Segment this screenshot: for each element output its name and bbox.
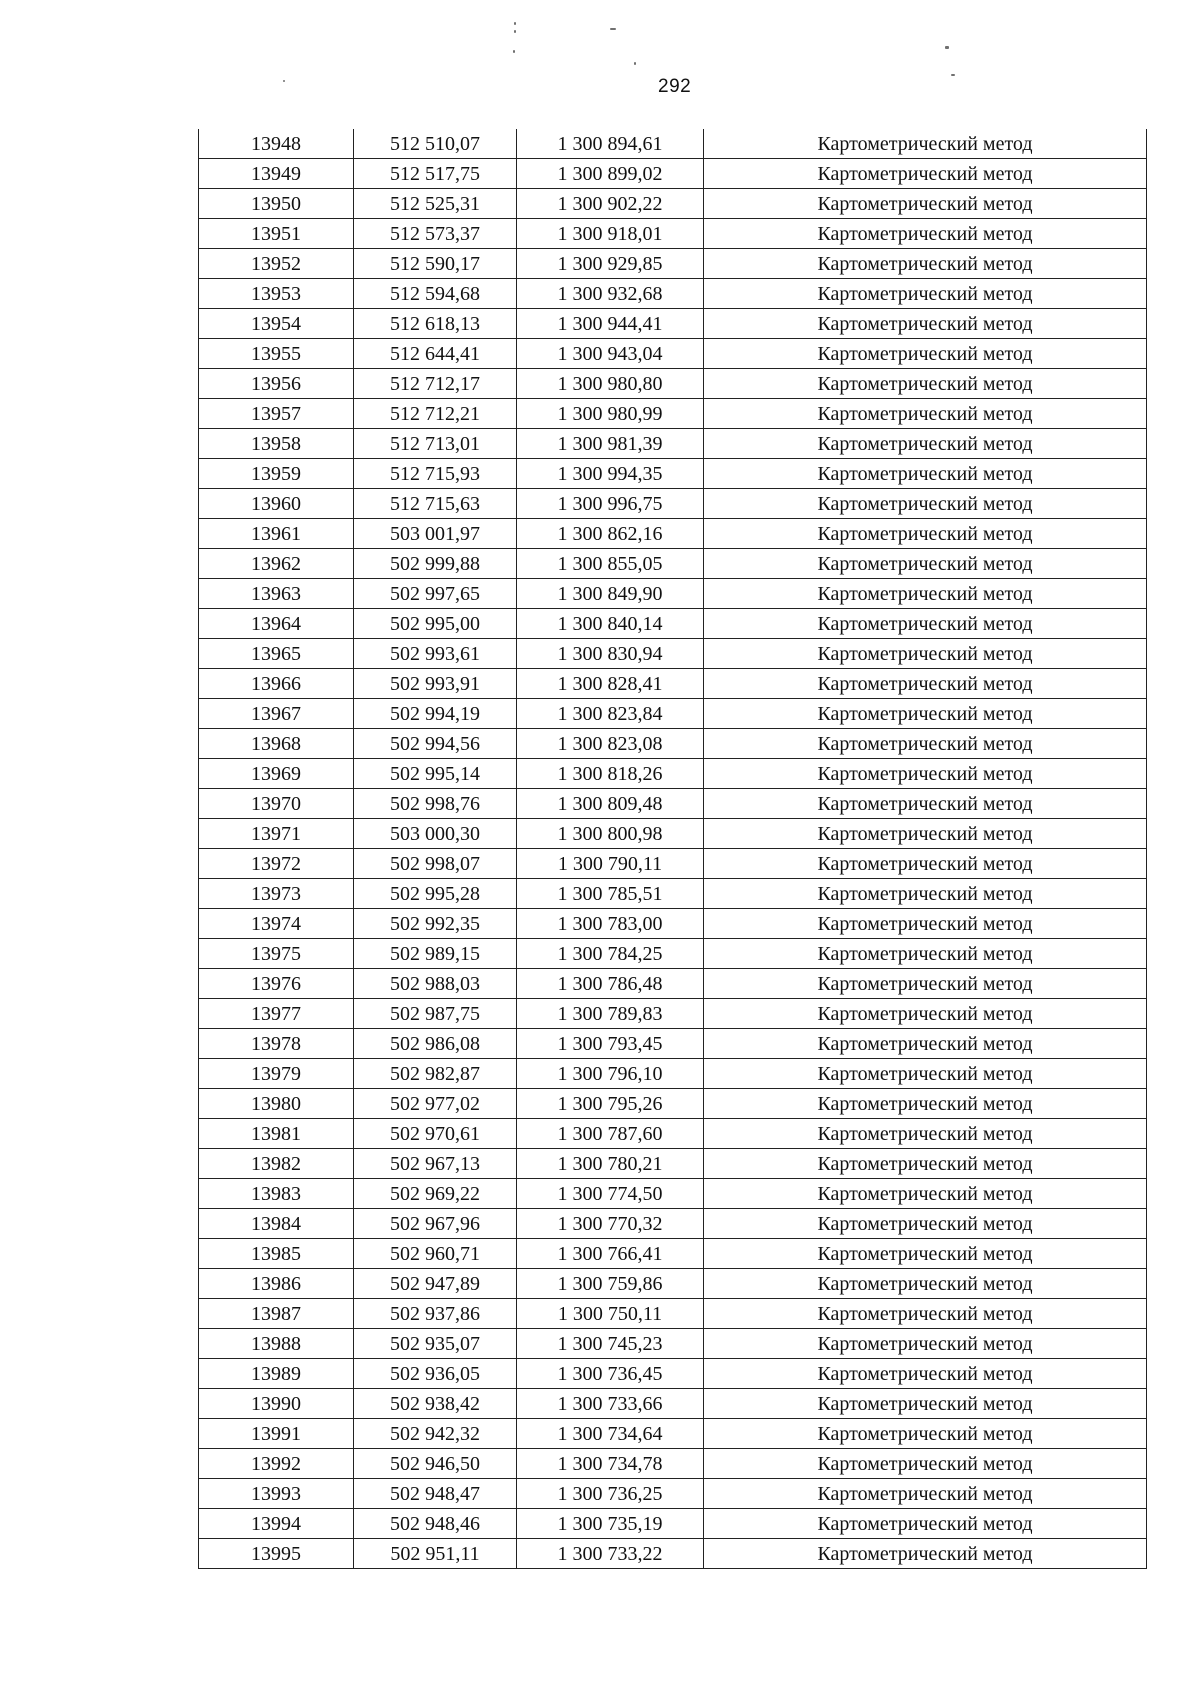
y-coordinate-cell: 1 300 770,32 xyxy=(517,1209,704,1239)
x-coordinate-cell: 502 986,08 xyxy=(354,1029,517,1059)
point-number-cell: 13972 xyxy=(199,849,354,879)
y-coordinate-cell: 1 300 780,21 xyxy=(517,1149,704,1179)
table-row xyxy=(199,1389,1147,1419)
method-cell: Картометрический метод xyxy=(704,999,1147,1029)
y-coordinate-cell: 1 300 980,99 xyxy=(517,399,704,429)
point-number-cell: 13960 xyxy=(199,489,354,519)
table-row xyxy=(199,879,1147,909)
point-number-cell: 13991 xyxy=(199,1419,354,1449)
point-number-cell: 13954 xyxy=(199,309,354,339)
y-coordinate-cell: 1 300 736,45 xyxy=(517,1359,704,1389)
y-coordinate-cell: 1 300 795,26 xyxy=(517,1089,704,1119)
y-coordinate-cell: 1 300 902,22 xyxy=(517,189,704,219)
table-row xyxy=(199,459,1147,489)
x-coordinate-cell: 502 998,76 xyxy=(354,789,517,819)
x-coordinate-cell: 502 994,19 xyxy=(354,699,517,729)
x-coordinate-cell: 503 000,30 xyxy=(354,819,517,849)
point-number-cell: 13958 xyxy=(199,429,354,459)
table-row xyxy=(199,1299,1147,1329)
method-cell: Картометрический метод xyxy=(704,219,1147,249)
x-coordinate-cell: 502 982,87 xyxy=(354,1059,517,1089)
table-row xyxy=(199,699,1147,729)
table-row xyxy=(199,1539,1147,1569)
method-cell: Картометрический метод xyxy=(704,339,1147,369)
method-cell: Картометрический метод xyxy=(704,1119,1147,1149)
x-coordinate-cell: 502 994,56 xyxy=(354,729,517,759)
table-row xyxy=(199,1239,1147,1269)
x-coordinate-cell: 502 938,42 xyxy=(354,1389,517,1419)
point-number-cell: 13977 xyxy=(199,999,354,1029)
point-number-cell: 13971 xyxy=(199,819,354,849)
table-row xyxy=(199,969,1147,999)
table-row xyxy=(199,1419,1147,1449)
point-number-cell: 13949 xyxy=(199,159,354,189)
x-coordinate-cell: 512 715,63 xyxy=(354,489,517,519)
point-number-cell: 13985 xyxy=(199,1239,354,1269)
y-coordinate-cell: 1 300 840,14 xyxy=(517,609,704,639)
x-coordinate-cell: 512 573,37 xyxy=(354,219,517,249)
method-cell: Картометрический метод xyxy=(704,1329,1147,1359)
point-number-cell: 13967 xyxy=(199,699,354,729)
y-coordinate-cell: 1 300 759,86 xyxy=(517,1269,704,1299)
method-cell: Картометрический метод xyxy=(704,309,1147,339)
method-cell: Картометрический метод xyxy=(704,459,1147,489)
point-number-cell: 13993 xyxy=(199,1479,354,1509)
coordinates-table xyxy=(198,129,1147,1569)
method-cell: Картометрический метод xyxy=(704,1059,1147,1089)
method-cell: Картометрический метод xyxy=(704,1359,1147,1389)
table-row xyxy=(199,549,1147,579)
table-row xyxy=(199,1119,1147,1149)
y-coordinate-cell: 1 300 733,22 xyxy=(517,1539,704,1569)
method-cell: Картометрический метод xyxy=(704,1149,1147,1179)
method-cell: Картометрический метод xyxy=(704,1479,1147,1509)
point-number-cell: 13962 xyxy=(199,549,354,579)
point-number-cell: 13984 xyxy=(199,1209,354,1239)
y-coordinate-cell: 1 300 996,75 xyxy=(517,489,704,519)
method-cell: Картометрический метод xyxy=(704,609,1147,639)
table-row xyxy=(199,189,1147,219)
table-row xyxy=(199,579,1147,609)
point-number-cell: 13953 xyxy=(199,279,354,309)
x-coordinate-cell: 512 712,21 xyxy=(354,399,517,429)
method-cell: Картометрический метод xyxy=(704,489,1147,519)
scan-speck xyxy=(634,62,636,65)
table-row xyxy=(199,279,1147,309)
method-cell: Картометрический метод xyxy=(704,669,1147,699)
x-coordinate-cell: 502 948,46 xyxy=(354,1509,517,1539)
x-coordinate-cell: 502 993,91 xyxy=(354,669,517,699)
point-number-cell: 13992 xyxy=(199,1449,354,1479)
x-coordinate-cell: 512 517,75 xyxy=(354,159,517,189)
point-number-cell: 13983 xyxy=(199,1179,354,1209)
table-row xyxy=(199,1329,1147,1359)
table-row xyxy=(199,1359,1147,1389)
x-coordinate-cell: 503 001,97 xyxy=(354,519,517,549)
point-number-cell: 13974 xyxy=(199,909,354,939)
point-number-cell: 13988 xyxy=(199,1329,354,1359)
method-cell: Картометрический метод xyxy=(704,909,1147,939)
point-number-cell: 13966 xyxy=(199,669,354,699)
point-number-cell: 13981 xyxy=(199,1119,354,1149)
table-row xyxy=(199,249,1147,279)
y-coordinate-cell: 1 300 774,50 xyxy=(517,1179,704,1209)
y-coordinate-cell: 1 300 823,84 xyxy=(517,699,704,729)
y-coordinate-cell: 1 300 786,48 xyxy=(517,969,704,999)
y-coordinate-cell: 1 300 809,48 xyxy=(517,789,704,819)
x-coordinate-cell: 502 998,07 xyxy=(354,849,517,879)
x-coordinate-cell: 502 967,96 xyxy=(354,1209,517,1239)
x-coordinate-cell: 502 988,03 xyxy=(354,969,517,999)
y-coordinate-cell: 1 300 823,08 xyxy=(517,729,704,759)
method-cell: Картометрический метод xyxy=(704,1239,1147,1269)
x-coordinate-cell: 502 937,86 xyxy=(354,1299,517,1329)
method-cell: Картометрический метод xyxy=(704,849,1147,879)
scan-speck xyxy=(514,22,516,25)
table-row xyxy=(199,429,1147,459)
table-row xyxy=(199,999,1147,1029)
y-coordinate-cell: 1 300 929,85 xyxy=(517,249,704,279)
table-row xyxy=(199,159,1147,189)
y-coordinate-cell: 1 300 789,83 xyxy=(517,999,704,1029)
coordinates-table-body xyxy=(199,129,1147,1569)
y-coordinate-cell: 1 300 785,51 xyxy=(517,879,704,909)
table-row xyxy=(199,339,1147,369)
x-coordinate-cell: 512 713,01 xyxy=(354,429,517,459)
method-cell: Картометрический метод xyxy=(704,1029,1147,1059)
point-number-cell: 13963 xyxy=(199,579,354,609)
table-row xyxy=(199,1179,1147,1209)
x-coordinate-cell: 512 525,31 xyxy=(354,189,517,219)
x-coordinate-cell: 502 997,65 xyxy=(354,579,517,609)
x-coordinate-cell: 502 935,07 xyxy=(354,1329,517,1359)
y-coordinate-cell: 1 300 750,11 xyxy=(517,1299,704,1329)
table-row xyxy=(199,819,1147,849)
point-number-cell: 13979 xyxy=(199,1059,354,1089)
method-cell: Картометрический метод xyxy=(704,429,1147,459)
point-number-cell: 13957 xyxy=(199,399,354,429)
y-coordinate-cell: 1 300 943,04 xyxy=(517,339,704,369)
method-cell: Картометрический метод xyxy=(704,1449,1147,1479)
x-coordinate-cell: 512 715,93 xyxy=(354,459,517,489)
method-cell: Картометрический метод xyxy=(704,699,1147,729)
y-coordinate-cell: 1 300 828,41 xyxy=(517,669,704,699)
y-coordinate-cell: 1 300 894,61 xyxy=(517,129,704,159)
y-coordinate-cell: 1 300 830,94 xyxy=(517,639,704,669)
method-cell: Картометрический метод xyxy=(704,399,1147,429)
y-coordinate-cell: 1 300 899,02 xyxy=(517,159,704,189)
method-cell: Картометрический метод xyxy=(704,939,1147,969)
y-coordinate-cell: 1 300 736,25 xyxy=(517,1479,704,1509)
method-cell: Картометрический метод xyxy=(704,969,1147,999)
point-number-cell: 13995 xyxy=(199,1539,354,1569)
scan-speck xyxy=(514,30,516,33)
method-cell: Картометрический метод xyxy=(704,519,1147,549)
point-number-cell: 13994 xyxy=(199,1509,354,1539)
point-number-cell: 13980 xyxy=(199,1089,354,1119)
point-number-cell: 13961 xyxy=(199,519,354,549)
x-coordinate-cell: 502 987,75 xyxy=(354,999,517,1029)
x-coordinate-cell: 502 942,32 xyxy=(354,1419,517,1449)
y-coordinate-cell: 1 300 918,01 xyxy=(517,219,704,249)
scan-speck xyxy=(951,74,955,76)
table-row xyxy=(199,309,1147,339)
method-cell: Картометрический метод xyxy=(704,879,1147,909)
method-cell: Картометрический метод xyxy=(704,789,1147,819)
point-number-cell: 13948 xyxy=(199,129,354,159)
y-coordinate-cell: 1 300 800,98 xyxy=(517,819,704,849)
y-coordinate-cell: 1 300 862,16 xyxy=(517,519,704,549)
point-number-cell: 13951 xyxy=(199,219,354,249)
method-cell: Картометрический метод xyxy=(704,249,1147,279)
point-number-cell: 13969 xyxy=(199,759,354,789)
point-number-cell: 13987 xyxy=(199,1299,354,1329)
method-cell: Картометрический метод xyxy=(704,1299,1147,1329)
method-cell: Картометрический метод xyxy=(704,279,1147,309)
y-coordinate-cell: 1 300 849,90 xyxy=(517,579,704,609)
point-number-cell: 13968 xyxy=(199,729,354,759)
table-row xyxy=(199,519,1147,549)
x-coordinate-cell: 512 510,07 xyxy=(354,129,517,159)
x-coordinate-cell: 502 993,61 xyxy=(354,639,517,669)
y-coordinate-cell: 1 300 981,39 xyxy=(517,429,704,459)
table-row xyxy=(199,849,1147,879)
x-coordinate-cell: 512 644,41 xyxy=(354,339,517,369)
scan-speck xyxy=(283,80,285,82)
table-row xyxy=(199,1269,1147,1299)
y-coordinate-cell: 1 300 766,41 xyxy=(517,1239,704,1269)
x-coordinate-cell: 502 946,50 xyxy=(354,1449,517,1479)
point-number-cell: 13950 xyxy=(199,189,354,219)
table-row xyxy=(199,789,1147,819)
table-row xyxy=(199,939,1147,969)
method-cell: Картометрический метод xyxy=(704,759,1147,789)
scan-speck xyxy=(513,50,515,53)
point-number-cell: 13990 xyxy=(199,1389,354,1419)
method-cell: Картометрический метод xyxy=(704,1209,1147,1239)
y-coordinate-cell: 1 300 932,68 xyxy=(517,279,704,309)
scan-speck xyxy=(610,28,616,30)
x-coordinate-cell: 502 977,02 xyxy=(354,1089,517,1119)
table-row xyxy=(199,729,1147,759)
x-coordinate-cell: 502 995,00 xyxy=(354,609,517,639)
x-coordinate-cell: 502 989,15 xyxy=(354,939,517,969)
y-coordinate-cell: 1 300 733,66 xyxy=(517,1389,704,1419)
y-coordinate-cell: 1 300 944,41 xyxy=(517,309,704,339)
method-cell: Картометрический метод xyxy=(704,729,1147,759)
method-cell: Картометрический метод xyxy=(704,189,1147,219)
x-coordinate-cell: 502 995,28 xyxy=(354,879,517,909)
method-cell: Картометрический метод xyxy=(704,579,1147,609)
method-cell: Картометрический метод xyxy=(704,1089,1147,1119)
point-number-cell: 13965 xyxy=(199,639,354,669)
point-number-cell: 13970 xyxy=(199,789,354,819)
y-coordinate-cell: 1 300 787,60 xyxy=(517,1119,704,1149)
table-row xyxy=(199,399,1147,429)
y-coordinate-cell: 1 300 818,26 xyxy=(517,759,704,789)
table-row xyxy=(199,1509,1147,1539)
point-number-cell: 13973 xyxy=(199,879,354,909)
point-number-cell: 13978 xyxy=(199,1029,354,1059)
y-coordinate-cell: 1 300 793,45 xyxy=(517,1029,704,1059)
table-row xyxy=(199,1059,1147,1089)
table-row xyxy=(199,1449,1147,1479)
table-row xyxy=(199,489,1147,519)
x-coordinate-cell: 502 947,89 xyxy=(354,1269,517,1299)
point-number-cell: 13975 xyxy=(199,939,354,969)
method-cell: Картометрический метод xyxy=(704,129,1147,159)
x-coordinate-cell: 502 936,05 xyxy=(354,1359,517,1389)
x-coordinate-cell: 512 590,17 xyxy=(354,249,517,279)
x-coordinate-cell: 512 594,68 xyxy=(354,279,517,309)
table-row xyxy=(199,759,1147,789)
table-row xyxy=(199,1089,1147,1119)
y-coordinate-cell: 1 300 994,35 xyxy=(517,459,704,489)
method-cell: Картометрический метод xyxy=(704,639,1147,669)
x-coordinate-cell: 502 992,35 xyxy=(354,909,517,939)
x-coordinate-cell: 512 618,13 xyxy=(354,309,517,339)
point-number-cell: 13955 xyxy=(199,339,354,369)
y-coordinate-cell: 1 300 734,78 xyxy=(517,1449,704,1479)
table-row xyxy=(199,609,1147,639)
y-coordinate-cell: 1 300 783,00 xyxy=(517,909,704,939)
point-number-cell: 13976 xyxy=(199,969,354,999)
method-cell: Картометрический метод xyxy=(704,819,1147,849)
x-coordinate-cell: 512 712,17 xyxy=(354,369,517,399)
point-number-cell: 13982 xyxy=(199,1149,354,1179)
table-row xyxy=(199,669,1147,699)
y-coordinate-cell: 1 300 790,11 xyxy=(517,849,704,879)
table-row xyxy=(199,1149,1147,1179)
table-row xyxy=(199,129,1147,159)
point-number-cell: 13956 xyxy=(199,369,354,399)
method-cell: Картометрический метод xyxy=(704,1179,1147,1209)
x-coordinate-cell: 502 970,61 xyxy=(354,1119,517,1149)
point-number-cell: 13989 xyxy=(199,1359,354,1389)
method-cell: Картометрический метод xyxy=(704,1419,1147,1449)
table-row xyxy=(199,639,1147,669)
point-number-cell: 13959 xyxy=(199,459,354,489)
table-row xyxy=(199,909,1147,939)
method-cell: Картометрический метод xyxy=(704,1389,1147,1419)
y-coordinate-cell: 1 300 734,64 xyxy=(517,1419,704,1449)
page-number-text: 292 xyxy=(658,76,692,97)
x-coordinate-cell: 502 967,13 xyxy=(354,1149,517,1179)
table-row xyxy=(199,1479,1147,1509)
y-coordinate-cell: 1 300 980,80 xyxy=(517,369,704,399)
table-row xyxy=(199,1209,1147,1239)
table-row xyxy=(199,369,1147,399)
method-cell: Картометрический метод xyxy=(704,159,1147,189)
point-number-cell: 13964 xyxy=(199,609,354,639)
method-cell: Картометрический метод xyxy=(704,1269,1147,1299)
y-coordinate-cell: 1 300 855,05 xyxy=(517,549,704,579)
point-number-cell: 13952 xyxy=(199,249,354,279)
x-coordinate-cell: 502 995,14 xyxy=(354,759,517,789)
y-coordinate-cell: 1 300 735,19 xyxy=(517,1509,704,1539)
x-coordinate-cell: 502 951,11 xyxy=(354,1539,517,1569)
method-cell: Картометрический метод xyxy=(704,1509,1147,1539)
y-coordinate-cell: 1 300 796,10 xyxy=(517,1059,704,1089)
method-cell: Картометрический метод xyxy=(704,1539,1147,1569)
x-coordinate-cell: 502 948,47 xyxy=(354,1479,517,1509)
table-row xyxy=(199,219,1147,249)
x-coordinate-cell: 502 969,22 xyxy=(354,1179,517,1209)
x-coordinate-cell: 502 999,88 xyxy=(354,549,517,579)
table-row xyxy=(199,1029,1147,1059)
x-coordinate-cell: 502 960,71 xyxy=(354,1239,517,1269)
y-coordinate-cell: 1 300 745,23 xyxy=(517,1329,704,1359)
scan-speck xyxy=(945,46,949,49)
method-cell: Картометрический метод xyxy=(704,549,1147,579)
method-cell: Картометрический метод xyxy=(704,369,1147,399)
point-number-cell: 13986 xyxy=(199,1269,354,1299)
y-coordinate-cell: 1 300 784,25 xyxy=(517,939,704,969)
